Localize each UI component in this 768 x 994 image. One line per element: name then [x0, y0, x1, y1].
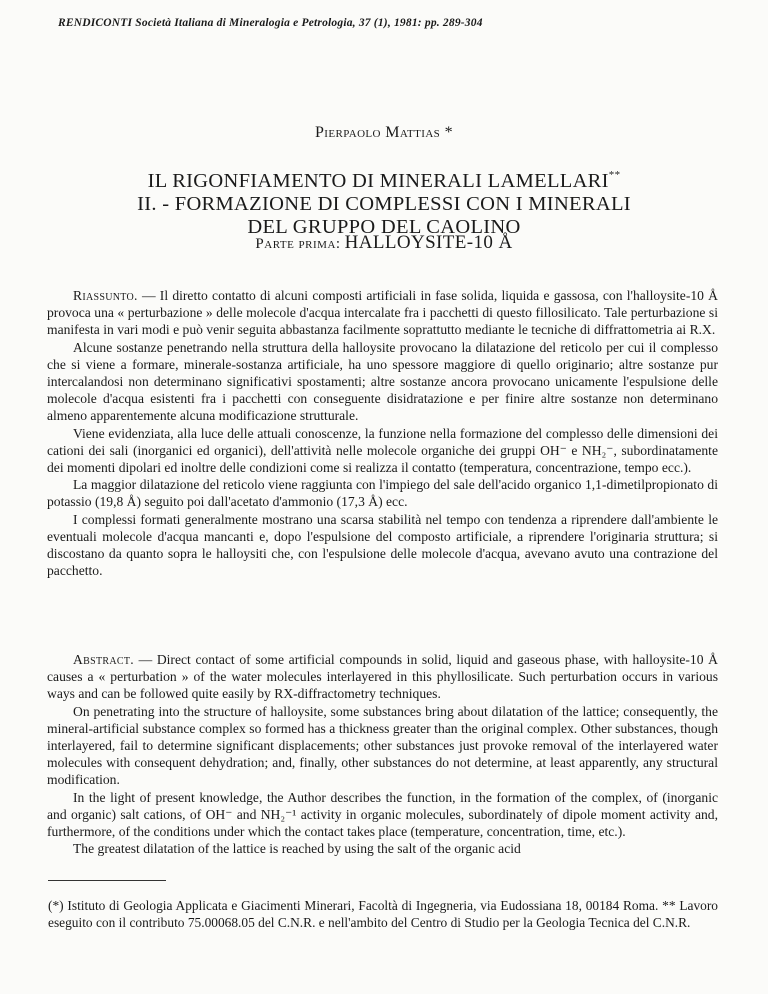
riassunto-paragraph: La maggior dilatazione del reticolo viene raggiunta con l'impiego del sale dell'acido organico 1,1-dimetilpropionato di potassio (19,8 Å) seguito poi dall'acetato d'ammonio (17,3 Å) ecc. — [47, 477, 718, 510]
riassunto-paragraph — [47, 287, 718, 339]
subtitle-main: HALLOYSITE-10 Å — [344, 232, 513, 253]
abstract-paragraph — [47, 651, 718, 703]
riassunto-section — [47, 287, 718, 579]
abstract-paragraph: In the light of present knowledge, the Author describes the function, in the formation of the complex, of (inorganic and organic) salt cations, of OH⁻ and NH₂⁻¹ activity in organic molecules, subordinately of dipole moment activity and, furthermore, of the conditions under which the contact takes place (temperature, concentration, time, etc.). — [47, 789, 718, 840]
title-line-2: II. - FORMAZIONE DI COMPLESSI CON I MINERALI — [137, 193, 631, 215]
title-line-1-text: IL RIGONFIAMENTO DI MINERALI LAMELLARI — [147, 170, 609, 192]
riassunto-heading: Riassunto. — [73, 288, 138, 303]
abstract-paragraph: The greatest dilatation of the lattice is reached by using the salt of the organic acid — [73, 841, 521, 857]
footnote-divider — [48, 880, 166, 881]
running-head: RENDICONTI Società Italiana di Mineralogia e Petrologia, 37 (1), 1981: pp. 289-304 — [58, 17, 483, 29]
author-name: Pierpaolo Mattias * — [315, 124, 453, 141]
title-line-3: DEL GRUPPO DEL CAOLINO — [247, 216, 521, 238]
riassunto-paragraph: Viene evidenziata, alla luce delle attuali conoscenze, la funzione nella formazione del complesso delle dimensioni dei cationi dei sali (inorganici ed organici), dell'attività nelle molecole organiche dei gruppi OH⁻ e NH₂⁻, subordinatamente dei momenti dipolari ed inoltre delle condizioni come si realizza il contatto (temperatura, concentrazione, tempo ecc.). — [47, 425, 718, 476]
footnote: (*) Istituto di Geologia Applicata e Giacimenti Minerari, Facoltà di Ingegneria, via Eudossiana 18, 00184 Roma. ** Lavoro eseguito con il contributo 75.00068.05 del C.N.R. e nell'ambito del Centro di Studio per la Geologia Tecnica del C.N.R. — [48, 898, 718, 930]
riassunto-paragraph: Alcune sostanze penetrando nella struttura della halloysite provocano la dilatazione del reticolo per cui il complesso che si viene a formare, minerale-sostanza artificiale, ha uno spessore maggiore di quello originario; altre sostanze pur intercalandosi non determinano significativi spostamenti; altre sostanze ancora provocano unicamente l'espulsione delle molecole d'acqua esistenti fra i pacchetti con conseguente disidratazione e per finire altre sostanze non determinano almeno apparentemente alcuna modificazione strutturale. — [47, 339, 718, 424]
title-footnote-mark: ** — [608, 169, 621, 181]
riassunto-paragraph: I complessi formati generalmente mostrano una scarsa stabilità nel tempo con tendenza a riprendere dall'ambiente le eventuali molecole d'acqua mancanti e, dopo l'espulsione del composto artificiale, a riprendere l'originaria struttura; si discostano da quanto sopra le halloysiti che, con l'espulsione delle molecole d'acqua, avevano avuto una contrazione del pacchetto. — [47, 511, 718, 579]
abstract-paragraph: On penetrating into the structure of halloysite, some substances bring about dilatation of the lattice; consequently, the mineral-artificial substance complex so formed has a thickness greater than the original complex. Other substances, though interlayered, fail to determine significant displacements; other substances just provoke removal of the interlayered water molecules with consequent dehydration; and, finally, other substances do not determine, at least apparently, any structural modification. — [47, 703, 718, 788]
abstract-section — [47, 651, 718, 857]
article-subtitle — [0, 232, 768, 254]
article-title — [0, 164, 768, 239]
abstract-heading: Abstract. — [73, 652, 134, 667]
abstract-paragraph-text: — Direct contact of some artificial compounds in solid, liquid and gaseous phase, with halloysite-10 Å causes a « perturbation » of the water molecules interlayered in this phyllosilicate. Such perturbation occurs in various ways and can be followed quite easily by RX-diffractometry techniques. — [47, 652, 718, 702]
subtitle-part-label: Parte prima: — [255, 236, 341, 252]
riassunto-paragraph-text: — Il diretto contatto di alcuni composti artificiali in fase solida, liquida e gassosa, con l'halloysite-10 Å provoca una « perturbazione » delle molecole d'acqua intercalate fra i pacchetti di questo fillosilicato. Tale perturbazione si manifesta in vari modi e può venir seguita abbastanza facilmente soprattutto mediante le tecniche di diffrattometria ai R.X. — [47, 288, 718, 338]
title-line-1 — [0, 164, 768, 193]
